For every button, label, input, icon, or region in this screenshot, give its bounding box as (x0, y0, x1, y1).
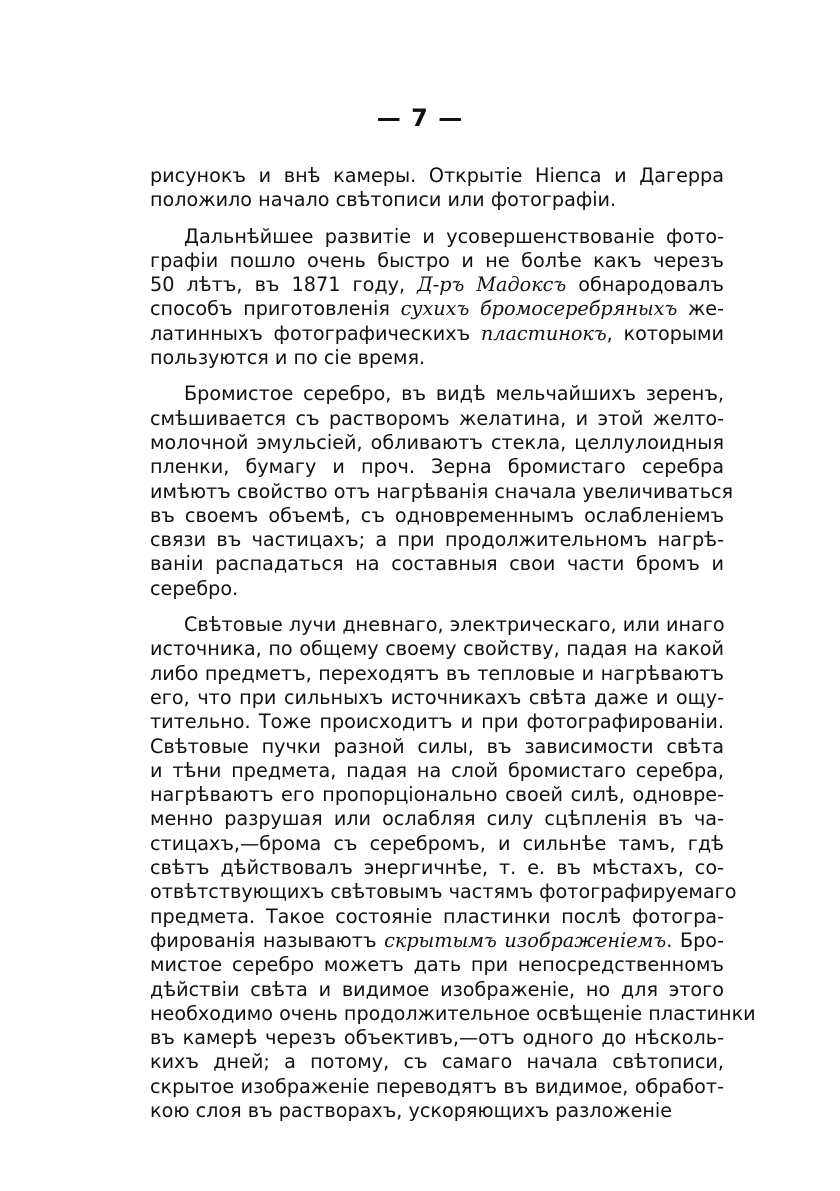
text-line (150, 686, 724, 710)
text-segment: въ камерѣ черезъ объективъ,—отъ одного до нѣсколь- (150, 1026, 724, 1050)
text-segment: Свѣтовые пучки разной силы, въ зависимости свѣта (150, 734, 724, 758)
text-segment: имѣютъ свойство отъ нагрѣванія сначала увеличиваться (150, 479, 734, 503)
text-segment: тительно. Тоже происходитъ и при фотографированіи. (150, 710, 724, 734)
emphasized-text: сухихъ бромосеребряныхъ (400, 297, 678, 321)
text-line (150, 188, 724, 212)
text-line (150, 322, 724, 346)
text-segment: отвѣтствующихъ свѣтовымъ частямъ фотографируемаго (150, 880, 737, 904)
text-line (150, 479, 734, 504)
text-segment: же- (677, 297, 724, 321)
page-number: — 7 — (376, 104, 464, 132)
text-line (150, 273, 724, 297)
text-segment: его, что при сильныхъ источникахъ свѣта даже и ощу- (150, 685, 724, 709)
text-line (150, 528, 724, 552)
text-segment: въ своемъ объемѣ, съ одновременнымъ ослабленіемъ (150, 503, 724, 527)
text-line (150, 407, 724, 431)
text-segment: дѣйствіи свѣта и видимое изображеніе, но для этого (150, 977, 724, 1001)
text-segment: менно разрушая или ослабляя силу сцѣпленія въ ча- (150, 807, 724, 831)
text-segment: фированія называютъ (150, 928, 385, 952)
text-segment: свѣтъ дѣйствовалъ энергичнѣе, т. е. въ мѣстахъ, со- (150, 856, 724, 880)
text-line (150, 637, 724, 661)
text-line (150, 662, 724, 686)
text-line (150, 1001, 756, 1026)
text-line (150, 856, 724, 880)
text-segment: и тѣни предмета, падая на слой бромистаго серебра, (150, 758, 724, 782)
text-segment: пленки, бумагу и проч. Зерна бромистаго серебра (150, 455, 724, 479)
text-line (150, 1026, 724, 1050)
paragraph (150, 613, 756, 1123)
text-segment: . Бро- (666, 928, 724, 952)
text-segment: обнародовалъ (566, 273, 724, 297)
text-segment: пользуются и по сіе время. (150, 346, 426, 370)
text-segment: либо предметъ, переходятъ въ тепловые и нагрѣваютъ (150, 661, 724, 685)
emphasized-text: Д-ръ Мадоксъ (417, 273, 567, 297)
text-line (150, 297, 724, 321)
text-segment: рисунокъ и внѣ камеры. Открытіе Ніепса и Дагерра (150, 164, 724, 187)
text-segment: мистое серебро можетъ дать при непосредственномъ (150, 953, 724, 977)
text-segment: источника, по общему своему свойству, падая на какой (150, 637, 724, 661)
text-segment: серебро. (150, 576, 239, 600)
text-line (150, 164, 724, 188)
text-segment: молочной эмульсіей, обливаютъ стекла, целлулоидныя (150, 430, 724, 454)
text-segment: латинныхъ фотографическихъ (150, 321, 481, 345)
text-segment: 50 лѣтъ, въ 1871 году, (150, 273, 418, 297)
text-line (150, 905, 724, 929)
text-line (150, 929, 724, 953)
text-segment: способъ приготовленія (150, 297, 401, 321)
text-segment: , которыми (606, 321, 725, 345)
text-line (150, 978, 724, 1002)
emphasized-text: скрытымъ изображеніемъ (384, 928, 667, 952)
text-segment: Дальнѣйшее развитіе и усовершенствованіе фото- (184, 224, 724, 248)
text-line (150, 382, 724, 406)
text-line (150, 613, 724, 637)
paragraph (150, 164, 724, 213)
text-line (150, 504, 724, 528)
paragraph (150, 382, 734, 601)
text-segment: Бромистое серебро, въ видѣ мельчайшихъ зеренъ, (184, 382, 724, 406)
text-line (150, 880, 737, 904)
text-line (150, 759, 724, 783)
body-text (150, 164, 756, 1123)
text-segment: графіи пошло очень быстро и не болѣе какъ черезъ (150, 248, 724, 272)
text-line (150, 225, 724, 249)
emphasized-text: пластинокъ (480, 321, 607, 345)
text-segment: положило начало свѣтописи или фотографіи. (150, 188, 617, 212)
text-segment: скрытое изображеніе переводятъ въ видимое, обработ- (150, 1074, 724, 1098)
text-segment: ваніи распадаться на составныя свои части бромъ и (150, 552, 724, 576)
text-line (150, 577, 724, 601)
text-line (150, 455, 724, 479)
text-line (150, 1099, 724, 1123)
text-line (150, 249, 724, 273)
text-line (150, 1050, 724, 1074)
text-segment: Свѣтовые лучи дневнаго, электрическаго, или инаго (184, 613, 725, 637)
text-segment: кихъ дней; а потому, съ самаго начала свѣтописи, (150, 1050, 724, 1074)
text-segment: смѣшивается съ растворомъ желатина, и этой желто- (150, 406, 724, 430)
text-line (150, 431, 724, 455)
text-line (150, 735, 724, 759)
text-line (150, 710, 724, 734)
text-segment: необходимо очень продолжительное освѣщеніе пластинки (150, 1001, 756, 1025)
text-line (150, 783, 724, 807)
text-segment: нагрѣваютъ его пропорціонально своей силѣ, одновре- (150, 783, 724, 807)
text-segment: стицахъ,—брома съ серебромъ, и сильнѣе тамъ, гдѣ (150, 831, 724, 855)
paragraph-gap (150, 370, 724, 382)
text-line (150, 807, 724, 831)
text-line (150, 552, 724, 576)
paragraph-gap (150, 213, 724, 225)
text-line (150, 832, 724, 856)
text-segment: кою слоя въ растворахъ, ускоряющихъ разложеніе (150, 1098, 673, 1122)
text-line (150, 953, 724, 977)
text-segment: предмета. Такое состояніе пластинки послѣ фотогра- (150, 904, 724, 928)
text-line (150, 1075, 724, 1099)
text-segment: связи въ частицахъ; а при продолжительномъ нагрѣ- (150, 528, 724, 552)
paragraph (150, 225, 724, 371)
text-line (150, 346, 724, 370)
paragraph-gap (150, 601, 724, 613)
